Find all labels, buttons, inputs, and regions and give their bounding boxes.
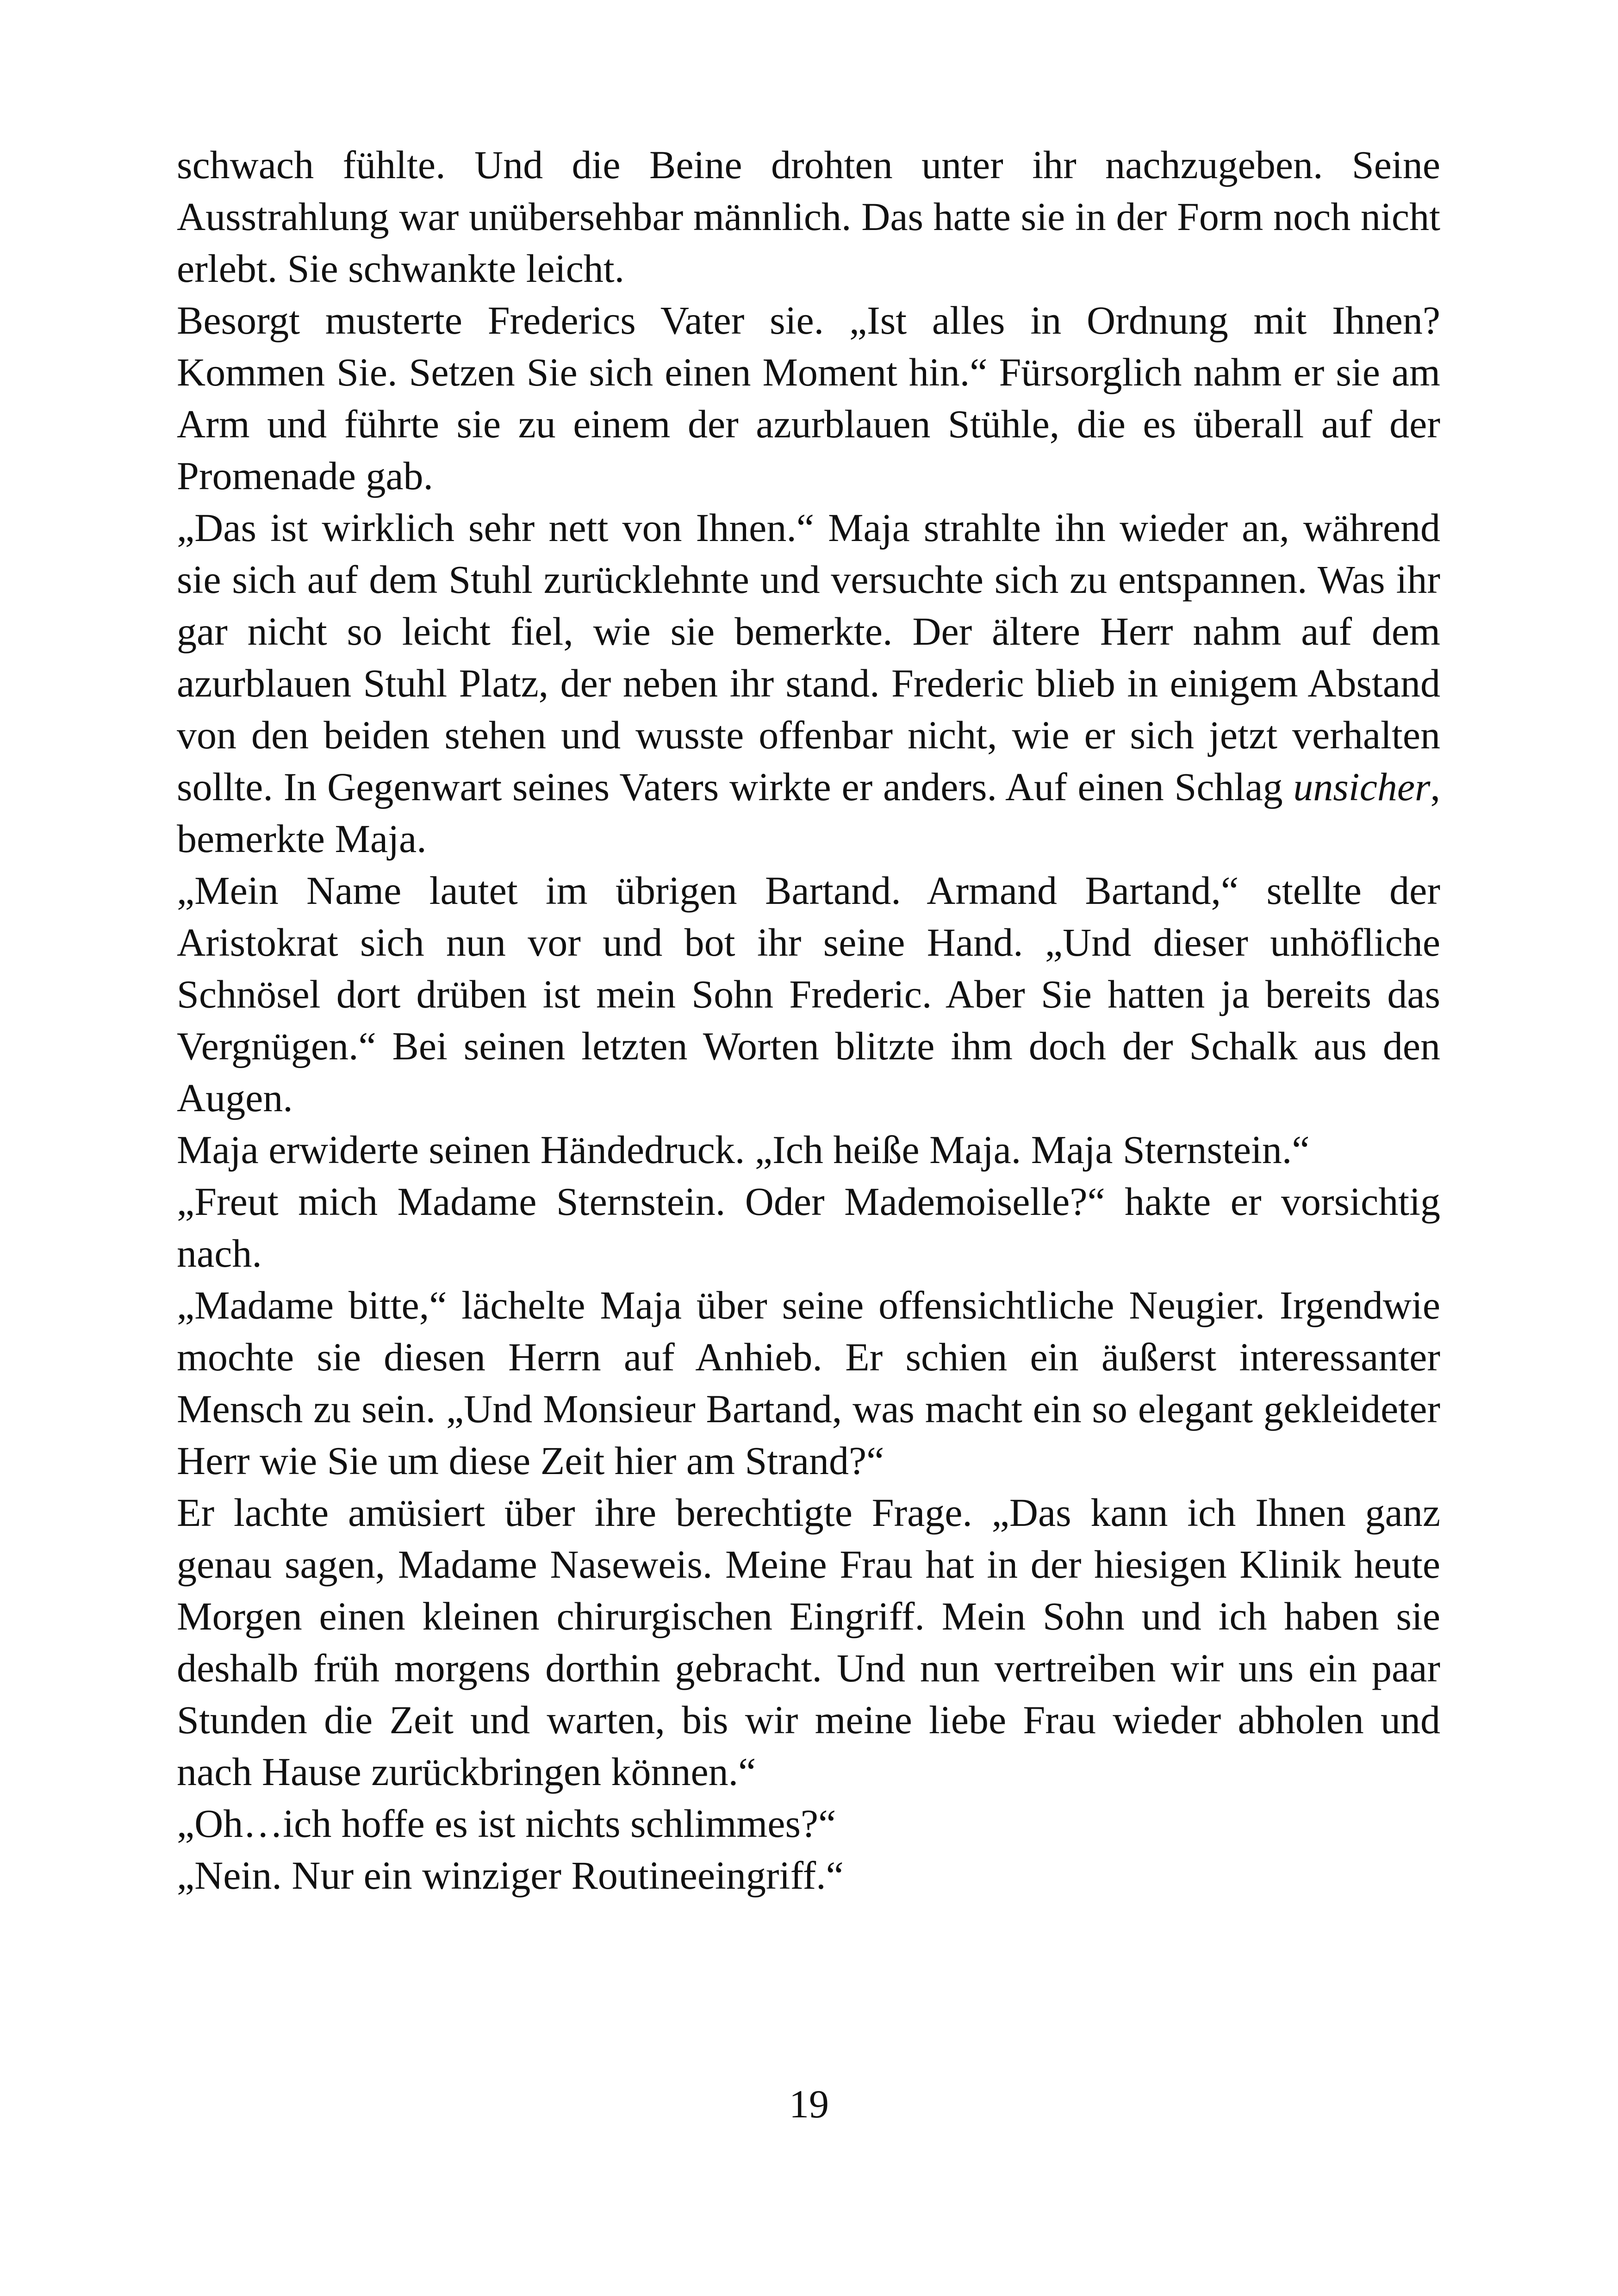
- paragraph-3-tail: , bemerkte Maja.: [177, 765, 1440, 861]
- paragraph-9: „Oh…ich hoffe es ist nichts schlimmes?“: [177, 1801, 836, 1846]
- paragraph-1: schwach fühlte. Und die Beine drohten unter ihr nachzugeben. Seine Ausstrahlung war unübersehbar männlich. Das hatte sie in der Form noch nicht erlebt. Sie schwankte leicht.: [177, 143, 1440, 291]
- paragraph-6: „Freut mich Madame Sternstein. Oder Mademoiselle?“ hakte er vorsichtig nach.: [177, 1179, 1440, 1276]
- paragraph-5: Maja erwiderte seinen Händedruck. „Ich heiße Maja. Maja Sternstein.“: [177, 1127, 1310, 1172]
- paragraph-8: Er lachte amüsiert über ihre berechtigte Frage. „Das kann ich Ihnen ganz genau sagen, Madame Naseweis. Meine Frau hat in der hiesigen Klinik heute Morgen einen kleinen chirurgischen Eingriff. Mein Sohn und ich haben sie deshalb früh morgens dorthin gebracht. Und nun vertreiben wir uns ein paar Stunden die Zeit und warten, bis wir meine liebe Frau wieder abholen und nach Hause zurückbringen können.“: [177, 1490, 1440, 1794]
- book-page-body: [177, 139, 1440, 1901]
- paragraph-7: „Madame bitte,“ lächelte Maja über seine offensichtliche Neugier. Irgendwie mochte sie diesen Herrn auf Anhieb. Er schien ein äußerst interessanter Mensch zu sein. „Und Monsieur Bartand, was macht ein so elegant gekleideter Herr wie Sie um diese Zeit hier am Strand?“: [177, 1283, 1440, 1483]
- page-number: 19: [789, 2082, 829, 2126]
- paragraph-4: „Mein Name lautet im übrigen Bartand. Armand Bartand,“ stellte der Aristokrat sich nun vor und bot ihr seine Hand. „Und dieser unhöfliche Schnösel dort drüben ist mein Sohn Frederic. Aber Sie hatten ja bereits das Vergnügen.“ Bei seinen letzten Worten blitzte ihm doch der Schalk aus den Augen.: [177, 868, 1440, 1120]
- paragraph-3-text: „Das ist wirklich sehr nett von Ihnen.“ Maja strahlte ihn wieder an, während sie sich auf dem Stuhl zurücklehnte und versuchte sich zu entspannen. Was ihr gar nicht so leicht fiel, wie sie bemerkte. Der ältere Herr nahm auf dem azurblauen Stuhl Platz, der neben ihr stand. Frederic blieb in einigem Abstand von den beiden stehen und wusste offenbar nicht, wie er sich jetzt verhalten sollte. In Gegenwart seines Vaters wirkte er anders. Auf einen Schlag: [177, 505, 1440, 809]
- paragraph-10: „Nein. Nur ein winziger Routineeingriff.“: [177, 1853, 844, 1898]
- paragraph-2: Besorgt musterte Frederics Vater sie. „Ist alles in Ordnung mit Ihnen? Kommen Sie. Setzen Sie sich einen Moment hin.“ Fürsorglich nahm er sie am Arm und führte sie zu einem der azurblauen Stühle, die es überall auf der Promenade gab.: [177, 298, 1440, 498]
- italic-emphasis: unsicher: [1293, 765, 1431, 809]
- paragraph-3: [177, 502, 1440, 865]
